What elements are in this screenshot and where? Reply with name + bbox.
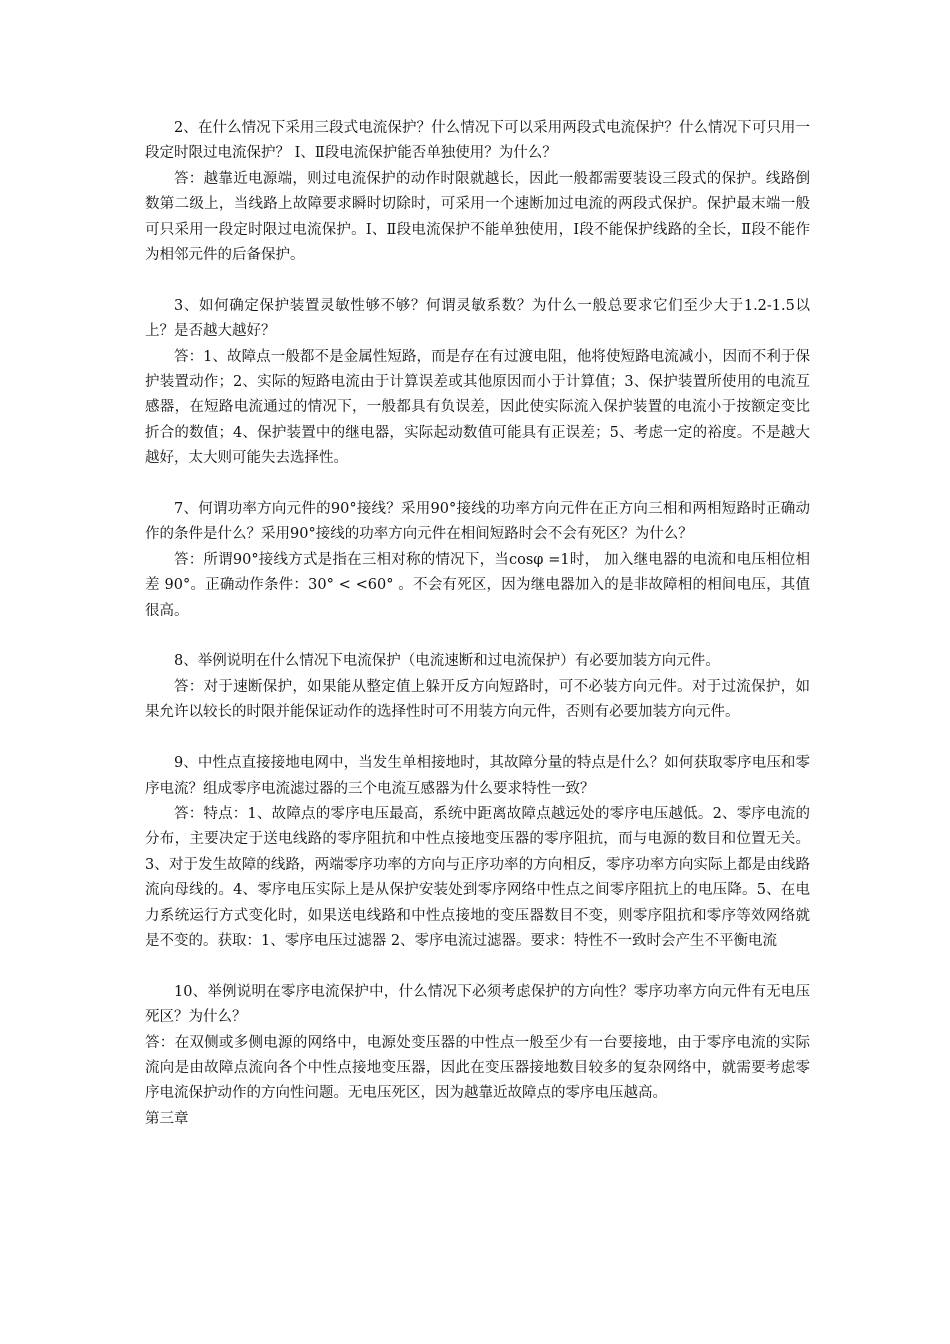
qa-block-q8: [145, 649, 810, 725]
qa-block-q9: [145, 751, 810, 954]
answer-text: 答：对于速断保护，如果能从整定值上躲开反方向短路时，可不必装方向元件。对于过流保护，如果允许以较长的时限并能保证动作的选择性时可不用装方向元件，否则有必要加装方向元件。: [145, 678, 810, 721]
document-body: [145, 116, 810, 1132]
answer-text: 答：越靠近电源端，则过电流保护的动作时限就越长，因此一般都需要装设三段式的保护。线路倒数第二级上，当线路上故障要求瞬时切除时，可采用一个速断加过电流的两段式保护。保护最末端一般可只采用一段定时限过电流保护。Ⅰ、Ⅱ段电流保护不能单独使用，Ⅰ段不能保护线路的全长，Ⅱ段不能作为相邻元件的后备保护。: [145, 170, 810, 264]
qa-block-q2: [145, 116, 810, 268]
qa-block-q3: [145, 294, 810, 472]
question-text: 8、举例说明在什么情况下电流保护（电流速断和过电流保护）有必要加装方向元件。: [174, 653, 720, 670]
question-text: 2、在什么情况下采用三段式电流保护？什么情况下可以采用两段式电流保护？什么情况下可只用一段定时限过电流保护？ Ⅰ、Ⅱ段电流保护能否单独使用？为什么？: [145, 120, 810, 162]
question-text: 3、如何确定保护装置灵敏性够不够？何谓灵敏系数？为什么一般总要求它们至少大于1.2-1.5以上？是否越大越好？: [145, 297, 810, 340]
qa-block-q7: [145, 497, 810, 624]
answer-text: 答：在双侧或多侧电源的网络中，电源处变压器的中性点一般至少有一台要接地，由于零序电流的实际流向是由故障点流向各个中性点接地变压器，因此在变压器接地数目较多的复杂网络中，就需要考虑零序电流保护动作的方向性问题。无电压死区，因为越靠近故障点的零序电压越高。: [145, 1034, 810, 1102]
question-text: 10、举例说明在零序电流保护中，什么情况下必须考虑保护的方向性？零序功率方向元件有无电压死区？为什么？: [145, 983, 810, 1026]
question-text: 9、中性点直接接地电网中，当发生单相接地时，其故障分量的特点是什么？如何获取零序电压和零序电流？组成零序电流滤过器的三个电流互感器为什么要求特性一致？: [145, 755, 810, 797]
qa-block-q10: [145, 980, 810, 1107]
answer-text: 答：所谓90°接线方式是指在三相对称的情况下，当cosφ =1时， 加入继电器的电流和电压相位相差 90°。正确动作条件：30° < <60° 。不会有死区，因为继电器加入的是非故障相的相间电压，其值很高。: [145, 551, 810, 619]
question-text: 7、何谓功率方向元件的90°接线？采用90°接线的功率方向元件在正方向三相和两相短路时正确动作的条件是什么？采用90°接线的功率方向元件在相间短路时会不会有死区？为什么？: [145, 501, 810, 543]
answer-text: 答：1、故障点一般都不是金属性短路，而是存在有过渡电阻，他将使短路电流减小，因而不利于保护装置动作；2、实际的短路电流由于计算误差或其他原因而小于计算值；3、保护装置所使用的电流互感器，在短路电流通过的情况下，一般都具有负误差，因此使实际流入保护装置的电流小于按额定变比折合的数值；4、保护装置中的继电器，实际起动数值可能具有正误差；5、考虑一定的裕度。不是越大越好，太大则可能失去选择性。: [145, 348, 810, 467]
chapter-heading: 第三章: [145, 1110, 189, 1127]
answer-text: 答：特点：1、故障点的零序电压最高，系统中距离故障点越远处的零序电压越低。2、零序电流的分布，主要决定于送电线路的零序阻抗和中性点接地变压器的零序阻抗，而与电源的数目和位置无关。3、对于发生故障的线路，两端零序功率的方向与正序功率的方向相反，零序功率方向实际上都是由线路流向母线的。4、零序电压实际上是从保护安装处到零序网络中性点之间零序阻抗上的电压降。5、在电力系统运行方式变化时，如果送电线路和中性点接地的变压器数目不变，则零序阻抗和零序等效网络就是不变的。获取：1、零序电压过滤器 2、零序电流过滤器。要求：特性不一致时会产生不平衡电流: [145, 805, 810, 949]
